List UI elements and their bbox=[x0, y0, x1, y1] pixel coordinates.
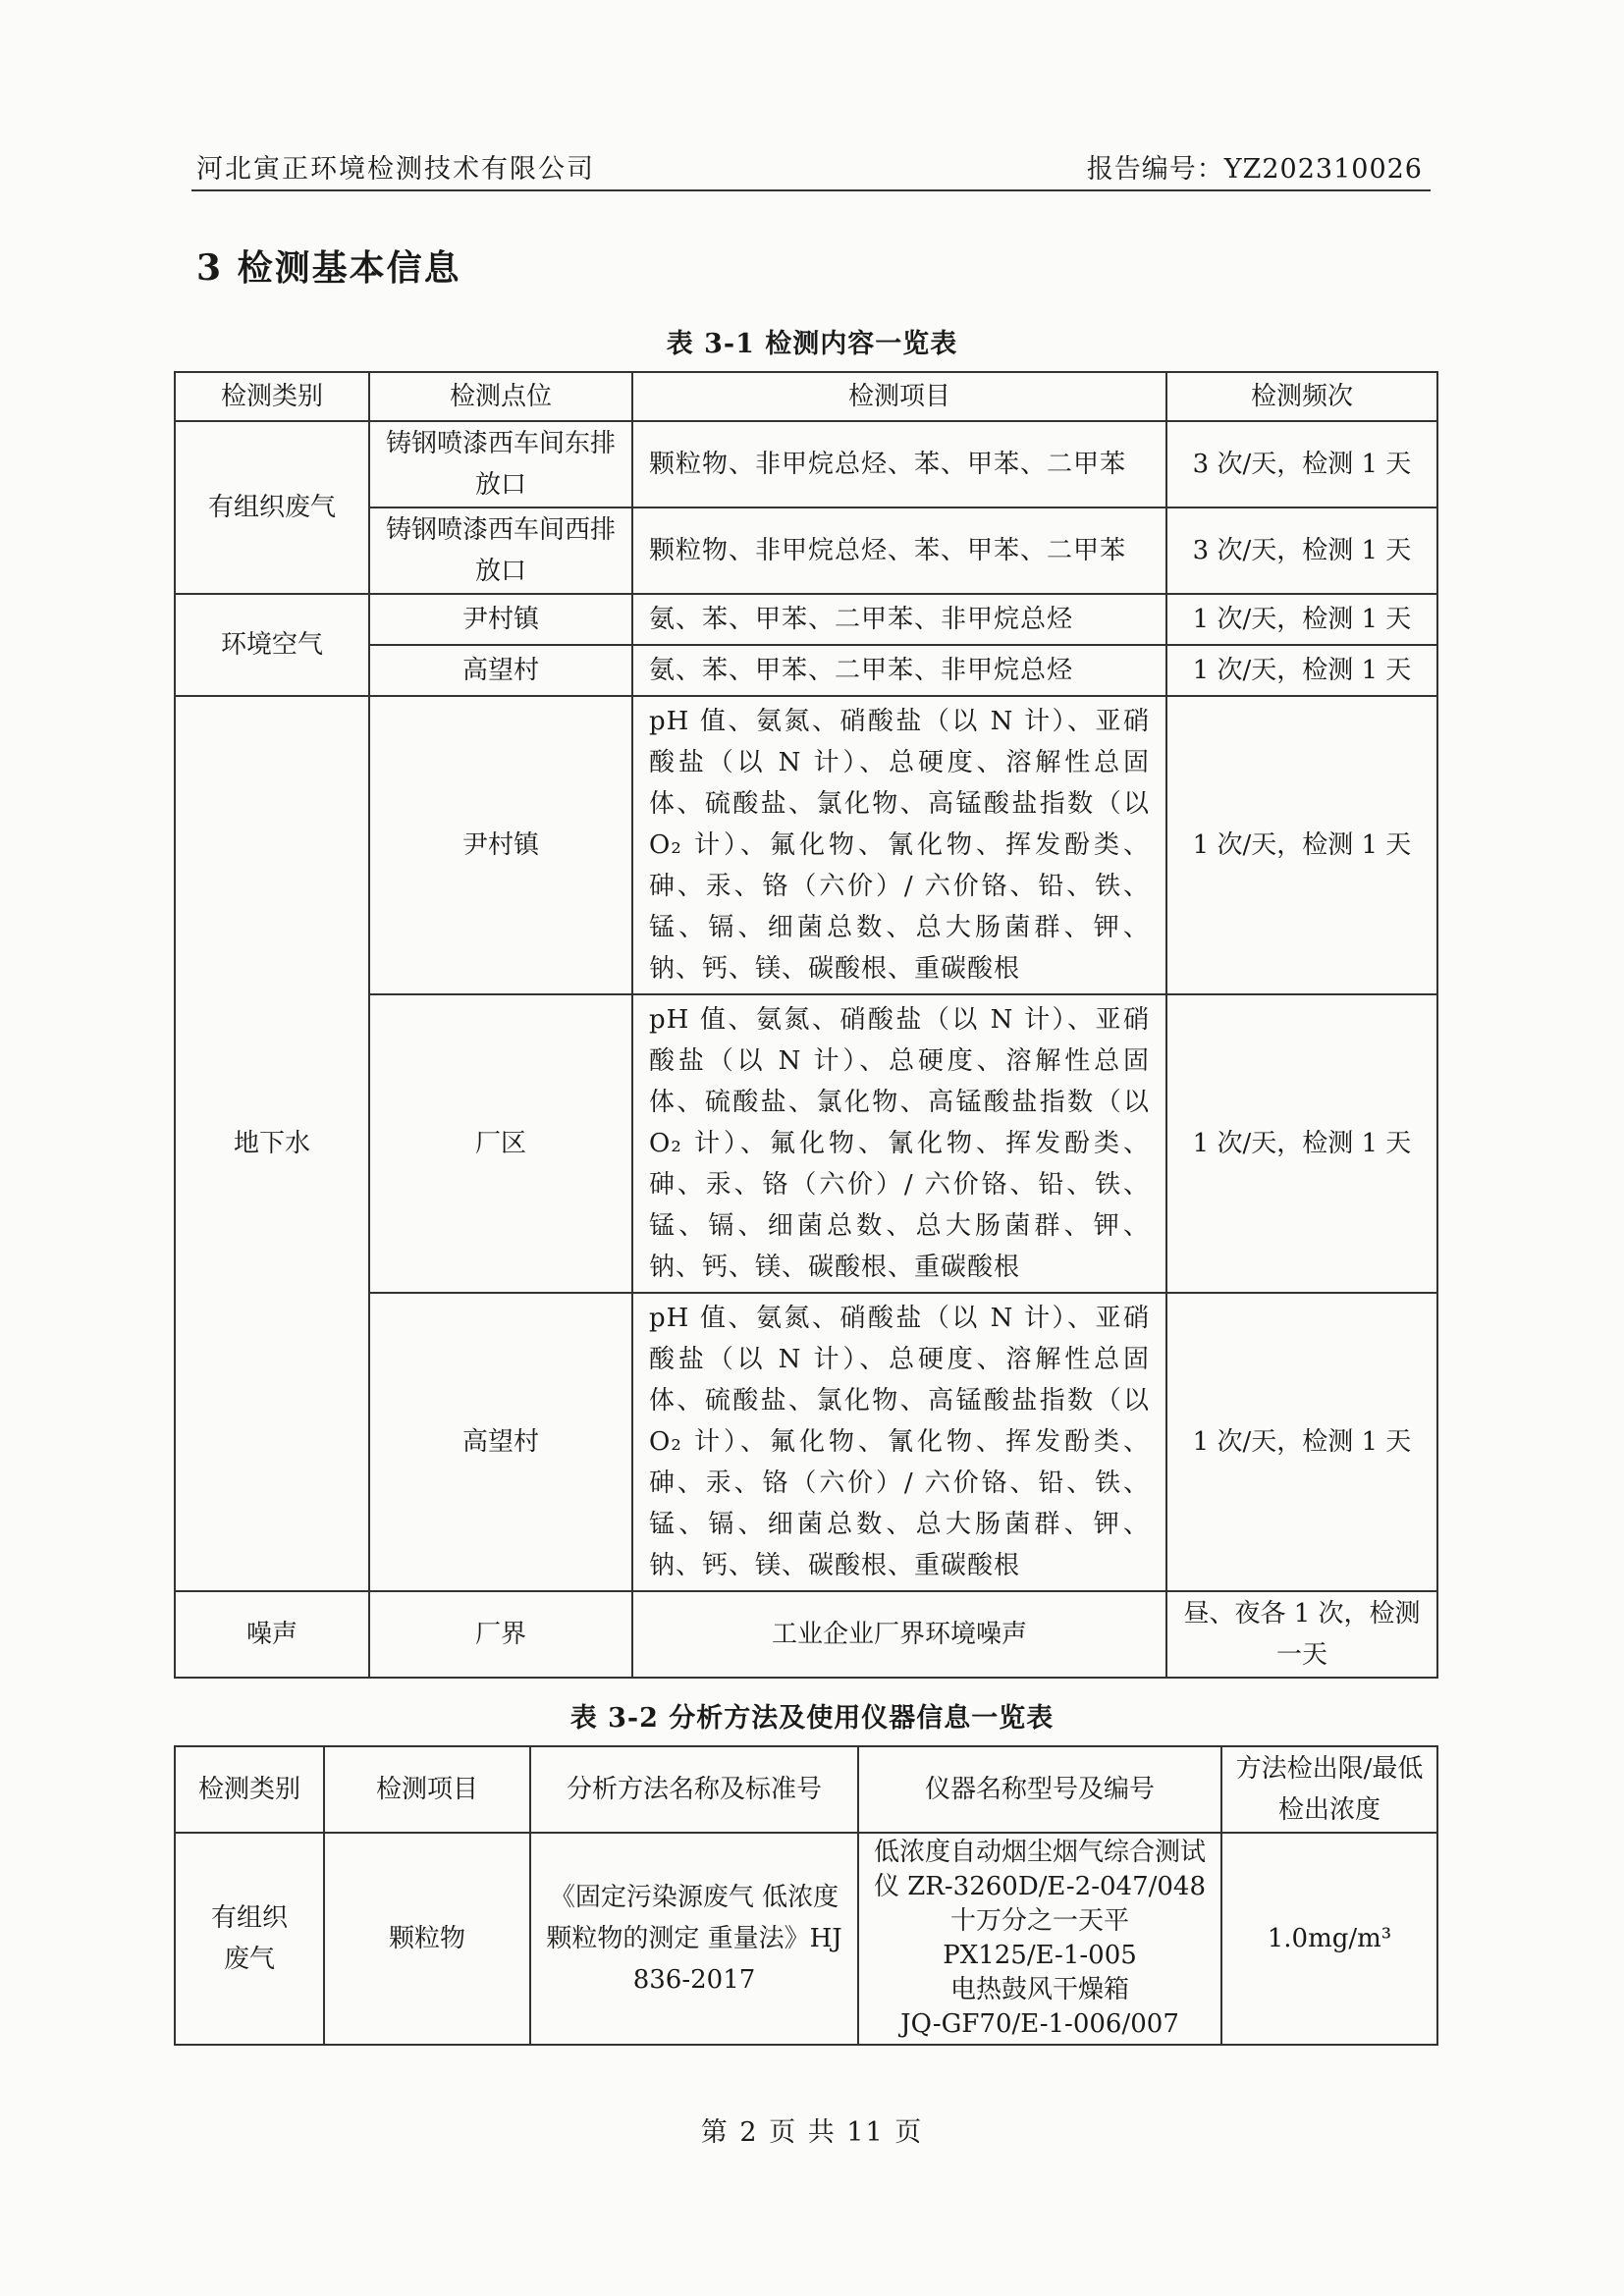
instrument-line: JQ-GF70/E-1-006/007 bbox=[900, 2009, 1179, 2039]
items-cell: pH 值、氨氮、硝酸盐（以 N 计）、亚硝酸盐（以 N 计）、总硬度、溶解性总固体、硫酸盐、氯化物、高锰酸盐指数（以 O₂ 计）、氟化物、氰化物、挥发酚类、砷、汞、铬（六价）/ 六价铬、铅、铁、锰、镉、细菌总数、总大肠菌群、钾、钠、钙、镁、碳酸根、重碳酸根 bbox=[632, 696, 1166, 994]
point-cell: 高望村 bbox=[369, 645, 632, 696]
category-cell: 地下水 bbox=[175, 696, 369, 1591]
frequency-cell: 1 次/天，检测 1 天 bbox=[1166, 594, 1437, 645]
category-cell: 环境空气 bbox=[175, 594, 369, 696]
instrument-line: 低浓度自动烟尘烟气综合测试仪 ZR-3260D/E-2-047/048 bbox=[873, 1838, 1207, 1901]
point-cell: 厂区 bbox=[369, 994, 632, 1293]
company-name: 河北寅正环境检测技术有限公司 bbox=[196, 154, 595, 185]
frequency-cell: 3 次/天，检测 1 天 bbox=[1166, 421, 1437, 507]
items-cell: 颗粒物、非甲烷总烃、苯、甲苯、二甲苯 bbox=[632, 507, 1166, 594]
col-header-frequency: 检测频次 bbox=[1166, 372, 1437, 421]
table-row bbox=[175, 696, 1437, 994]
col-header-method: 分析方法名称及标准号 bbox=[530, 1746, 858, 1833]
instrument-line: 十万分之一天平 bbox=[949, 1906, 1129, 1936]
frequency-cell: 1 次/天，检测 1 天 bbox=[1166, 696, 1437, 994]
page-number: 第 2 页 共 11 页 bbox=[700, 2117, 924, 2148]
category-cell: 有组织废气 bbox=[175, 421, 369, 594]
items-cell: 工业企业厂界环境噪声 bbox=[632, 1591, 1166, 1678]
category-cell: 有组织废气 bbox=[175, 1833, 324, 2045]
col-header-category: 检测类别 bbox=[175, 372, 369, 421]
header-divider bbox=[191, 189, 1431, 191]
instrument-cell bbox=[858, 1833, 1221, 2045]
items-cell: 氨、苯、甲苯、二甲苯、非甲烷总烃 bbox=[632, 594, 1166, 645]
frequency-cell: 昼、夜各 1 次，检测一天 bbox=[1166, 1591, 1437, 1678]
table2-caption: 表 3-2 分析方法及使用仪器信息一览表 bbox=[569, 1703, 1055, 1734]
col-header-point: 检测点位 bbox=[369, 372, 632, 421]
col-header-instrument: 仪器名称型号及编号 bbox=[858, 1746, 1221, 1833]
col-header-category: 检测类别 bbox=[175, 1746, 324, 1833]
table-row bbox=[175, 421, 1437, 507]
point-cell: 尹村镇 bbox=[369, 594, 632, 645]
limit-cell: 1.0mg/m³ bbox=[1221, 1833, 1437, 2045]
report-number: 报告编号：YZ202310026 bbox=[1086, 154, 1423, 185]
items-cell: 颗粒物、非甲烷总烃、苯、甲苯、二甲苯 bbox=[632, 421, 1166, 507]
point-cell: 铸钢喷漆西车间西排放口 bbox=[369, 507, 632, 594]
method-cell: 《固定污染源废气 低浓度颗粒物的测定 重量法》HJ 836-2017 bbox=[530, 1833, 858, 2045]
table1-header-row bbox=[175, 372, 1437, 421]
point-cell: 尹村镇 bbox=[369, 696, 632, 994]
point-cell: 铸钢喷漆西车间东排放口 bbox=[369, 421, 632, 507]
instrument-line: 电热鼓风干燥箱 bbox=[949, 1975, 1129, 2004]
items-cell: pH 值、氨氮、硝酸盐（以 N 计）、亚硝酸盐（以 N 计）、总硬度、溶解性总固体、硫酸盐、氯化物、高锰酸盐指数（以 O₂ 计）、氟化物、氰化物、挥发酚类、砷、汞、铬（六价）/ 六价铬、铅、铁、锰、镉、细菌总数、总大肠菌群、钾、钠、钙、镁、碳酸根、重碳酸根 bbox=[632, 1293, 1166, 1591]
point-cell: 高望村 bbox=[369, 1293, 632, 1591]
table2-header-row bbox=[175, 1746, 1437, 1833]
point-cell: 厂界 bbox=[369, 1591, 632, 1678]
table-row bbox=[175, 1591, 1437, 1678]
frequency-cell: 1 次/天，检测 1 天 bbox=[1166, 645, 1437, 696]
col-header-limit: 方法检出限/最低检出浓度 bbox=[1221, 1746, 1437, 1833]
table-row bbox=[175, 1833, 1437, 2045]
instrument-line: PX125/E-1-005 bbox=[943, 1941, 1137, 1970]
items-cell: 氨、苯、甲苯、二甲苯、非甲烷总烃 bbox=[632, 645, 1166, 696]
analysis-method-table bbox=[174, 1745, 1438, 2046]
detection-content-table bbox=[174, 371, 1438, 1679]
col-header-item: 检测项目 bbox=[324, 1746, 530, 1833]
frequency-cell: 1 次/天，检测 1 天 bbox=[1166, 994, 1437, 1293]
col-header-items: 检测项目 bbox=[632, 372, 1166, 421]
table-row bbox=[175, 594, 1437, 645]
category-cell: 噪声 bbox=[175, 1591, 369, 1678]
item-cell: 颗粒物 bbox=[324, 1833, 530, 2045]
frequency-cell: 1 次/天，检测 1 天 bbox=[1166, 1293, 1437, 1591]
section-title: 3 检测基本信息 bbox=[196, 247, 461, 289]
items-cell: pH 值、氨氮、硝酸盐（以 N 计）、亚硝酸盐（以 N 计）、总硬度、溶解性总固体、硫酸盐、氯化物、高锰酸盐指数（以 O₂ 计）、氟化物、氰化物、挥发酚类、砷、汞、铬（六价）/ 六价铬、铅、铁、锰、镉、细菌总数、总大肠菌群、钾、钠、钙、镁、碳酸根、重碳酸根 bbox=[632, 994, 1166, 1293]
table1-caption: 表 3-1 检测内容一览表 bbox=[666, 329, 958, 359]
frequency-cell: 3 次/天，检测 1 天 bbox=[1166, 507, 1437, 594]
